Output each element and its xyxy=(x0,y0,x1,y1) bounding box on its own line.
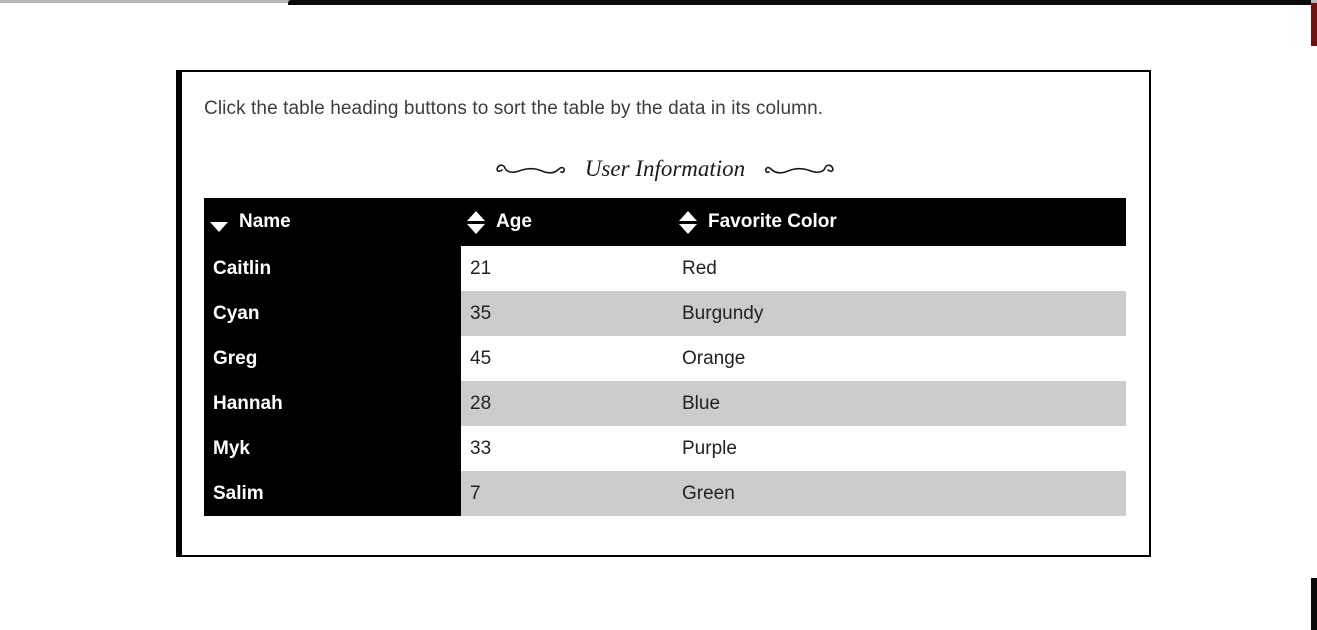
name-cell: Myk xyxy=(204,426,461,471)
column-header-age[interactable] xyxy=(461,198,673,246)
table-caption-text: User Information xyxy=(584,156,746,181)
right-edge-accent-bar xyxy=(1311,3,1317,46)
name-cell: Greg xyxy=(204,336,461,381)
age-cell: 7 xyxy=(461,471,673,516)
name-cell: Salim xyxy=(204,471,461,516)
column-header-name[interactable] xyxy=(204,198,461,246)
age-cell: 33 xyxy=(461,426,673,471)
age-cell: 28 xyxy=(461,381,673,426)
table-row xyxy=(204,336,1126,381)
top-edge-bar xyxy=(288,0,1311,5)
favorite-color-cell: Red xyxy=(673,246,1126,291)
bottom-right-edge-bar xyxy=(1311,578,1317,630)
table-row xyxy=(204,291,1126,336)
caption-flourish-right-icon xyxy=(763,160,835,178)
favorite-color-cell: Blue xyxy=(673,381,1126,426)
instruction-text: Click the table heading buttons to sort the table by the data in its column. xyxy=(204,98,824,119)
name-cell: Caitlin xyxy=(204,246,461,291)
table-row xyxy=(204,246,1126,291)
sort-ascending-icon xyxy=(679,211,697,221)
column-header-favorite-color[interactable] xyxy=(673,198,1126,246)
favorite-color-cell: Green xyxy=(673,471,1126,516)
sort-ascending-icon xyxy=(467,211,485,221)
favorite-color-cell: Purple xyxy=(673,426,1126,471)
age-cell: 35 xyxy=(461,291,673,336)
table-row xyxy=(204,471,1126,516)
sort-descending-icon xyxy=(210,222,228,232)
user-information-table xyxy=(204,156,1126,516)
table-row xyxy=(204,381,1126,426)
column-header-name-label: Name xyxy=(239,211,291,232)
favorite-color-cell: Burgundy xyxy=(673,291,1126,336)
column-header-age-label: Age xyxy=(496,211,532,232)
age-cell: 21 xyxy=(461,246,673,291)
table-row xyxy=(204,426,1126,471)
sort-descending-icon xyxy=(679,224,697,234)
sort-descending-icon xyxy=(467,224,485,234)
age-cell: 45 xyxy=(461,336,673,381)
example-frame xyxy=(176,70,1151,557)
name-cell: Cyan xyxy=(204,291,461,336)
table-caption xyxy=(204,156,1126,198)
name-cell: Hannah xyxy=(204,381,461,426)
caption-flourish-left-icon xyxy=(495,160,567,178)
column-header-favorite-color-label: Favorite Color xyxy=(708,211,837,232)
favorite-color-cell: Orange xyxy=(673,336,1126,381)
header-row xyxy=(204,198,1126,246)
